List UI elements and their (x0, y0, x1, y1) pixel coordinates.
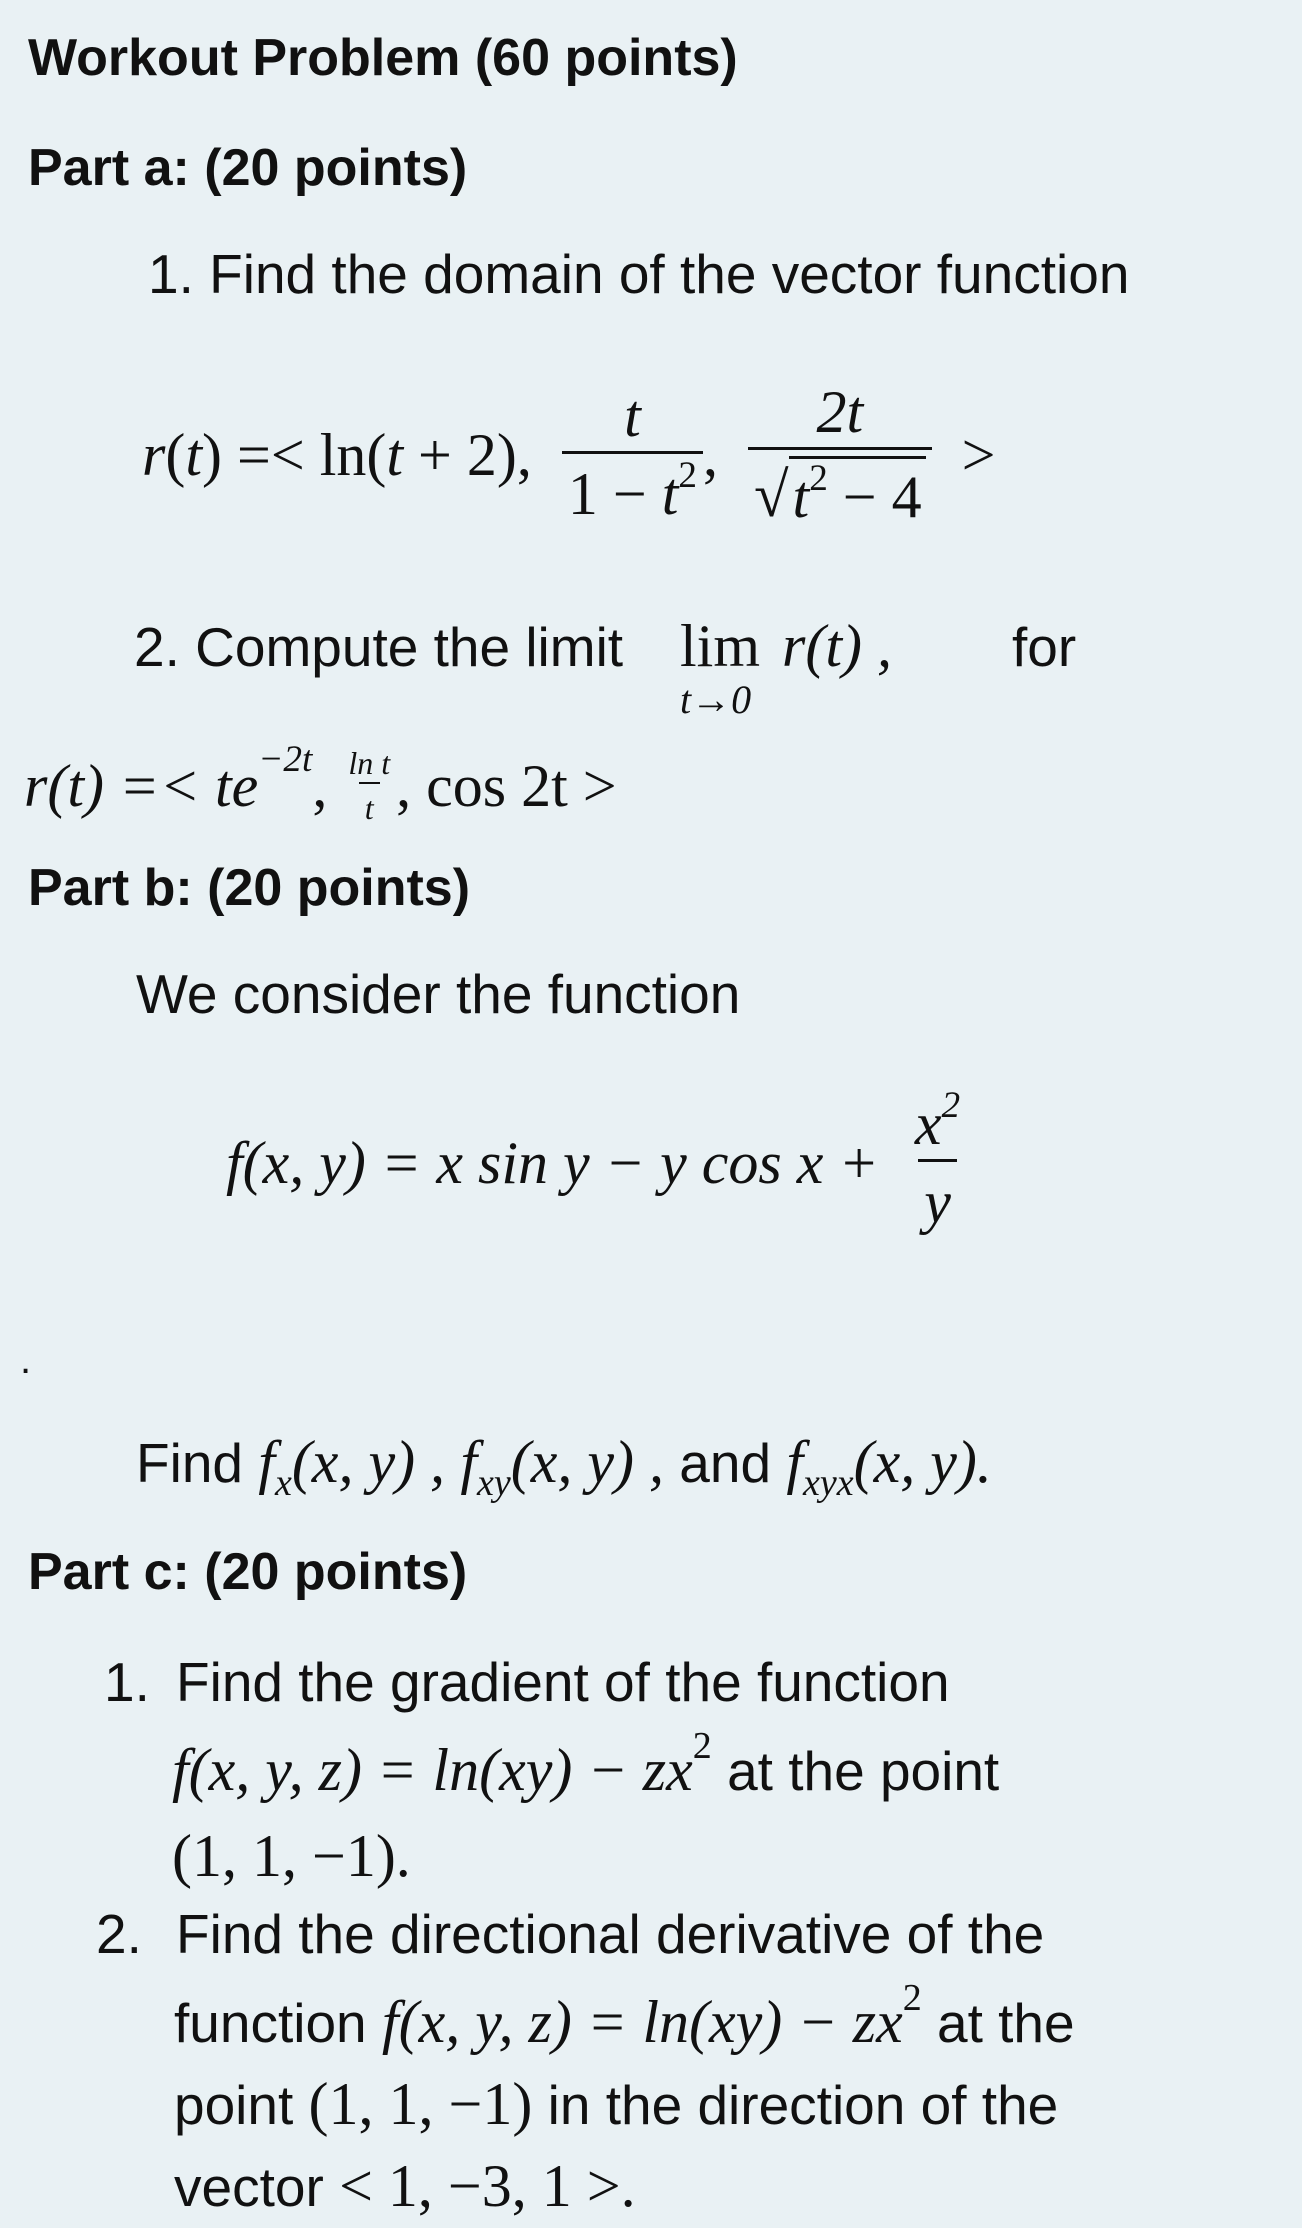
r-symbol: r (142, 421, 166, 488)
item-2-number: 2. (96, 1903, 142, 1965)
fraction-t-over-1-minus-t2: $\frac{t}{1 - t^2}$ (562, 382, 703, 529)
fraction-x2-over-y: $\frac{x^2}{y}$ (914, 1085, 961, 1235)
item-2-line-1: Find the directional derivative of the (176, 1903, 1045, 1965)
ln-term: ln( (319, 421, 387, 488)
partial-derivatives-line: Find f x (x, y) , f xy (x, y) , and f xyx (x, y). (136, 1429, 992, 1505)
page-title: Workout Problem (60 points) (28, 29, 738, 87)
function-f-formula: f(x, y) = x sin y − y cos x + $\frac{x^2}{y}$ (226, 1090, 966, 1237)
lim-symbol: lim (680, 613, 761, 679)
stray-dot: . (20, 1338, 32, 1382)
square-root: √ $t^2 - 4$ (754, 456, 926, 532)
lim-subscript: t→0 (680, 677, 752, 722)
limit-function-definition: r(t) =< te −2t , $\frac{\text{ln t}}{t}$ , cos 2t > (24, 738, 617, 826)
item-1-line-1: Find the gradient of the function (176, 1651, 950, 1713)
close-bracket: > (961, 421, 996, 488)
item-1-number: 1. (104, 1651, 150, 1713)
part-b-intro: We consider the function (136, 963, 741, 1025)
vector-function-formula: r ( t ) =< ln( t + 2), $\frac{t}{1 - t^2}$ , 2t √ $t^2 - 4$ > (142, 379, 996, 530)
part-b-heading: Part b: (20 points) (28, 859, 471, 917)
t-symbol: t (185, 421, 203, 488)
item-2-line-2: function f(x, y, z) = ln(xy) − zx 2 at the (174, 1976, 1075, 2055)
part-a-question-2: 2. Compute the limit (134, 616, 624, 678)
fraction-lnt-over-t: $\frac{\text{ln t}}{t}$ (348, 745, 391, 826)
fraction-2t-over-sqrt: 2t √ $t^2 - 4$ (748, 378, 932, 532)
item-2-line-3: point (1, 1, −1) in the direction of the (174, 2071, 1059, 2137)
part-a-heading: Part a: (20 points) (28, 139, 468, 197)
for-label: for (1012, 616, 1077, 678)
item-1-line-2: f(x, y, z) = ln(xy) − zx 2 at the point (172, 1724, 1000, 1803)
open-bracket: =< (237, 421, 305, 488)
item-2-line-4: vector < 1, −3, 1 >. (174, 2153, 636, 2219)
part-a-question-1: 1. Find the domain of the vector function (148, 243, 1130, 305)
item-1-point: (1, 1, −1). (172, 1823, 411, 1889)
part-c-heading: Part c: (20 points) (28, 1543, 468, 1601)
limit-argument: r(t) , (782, 613, 892, 679)
